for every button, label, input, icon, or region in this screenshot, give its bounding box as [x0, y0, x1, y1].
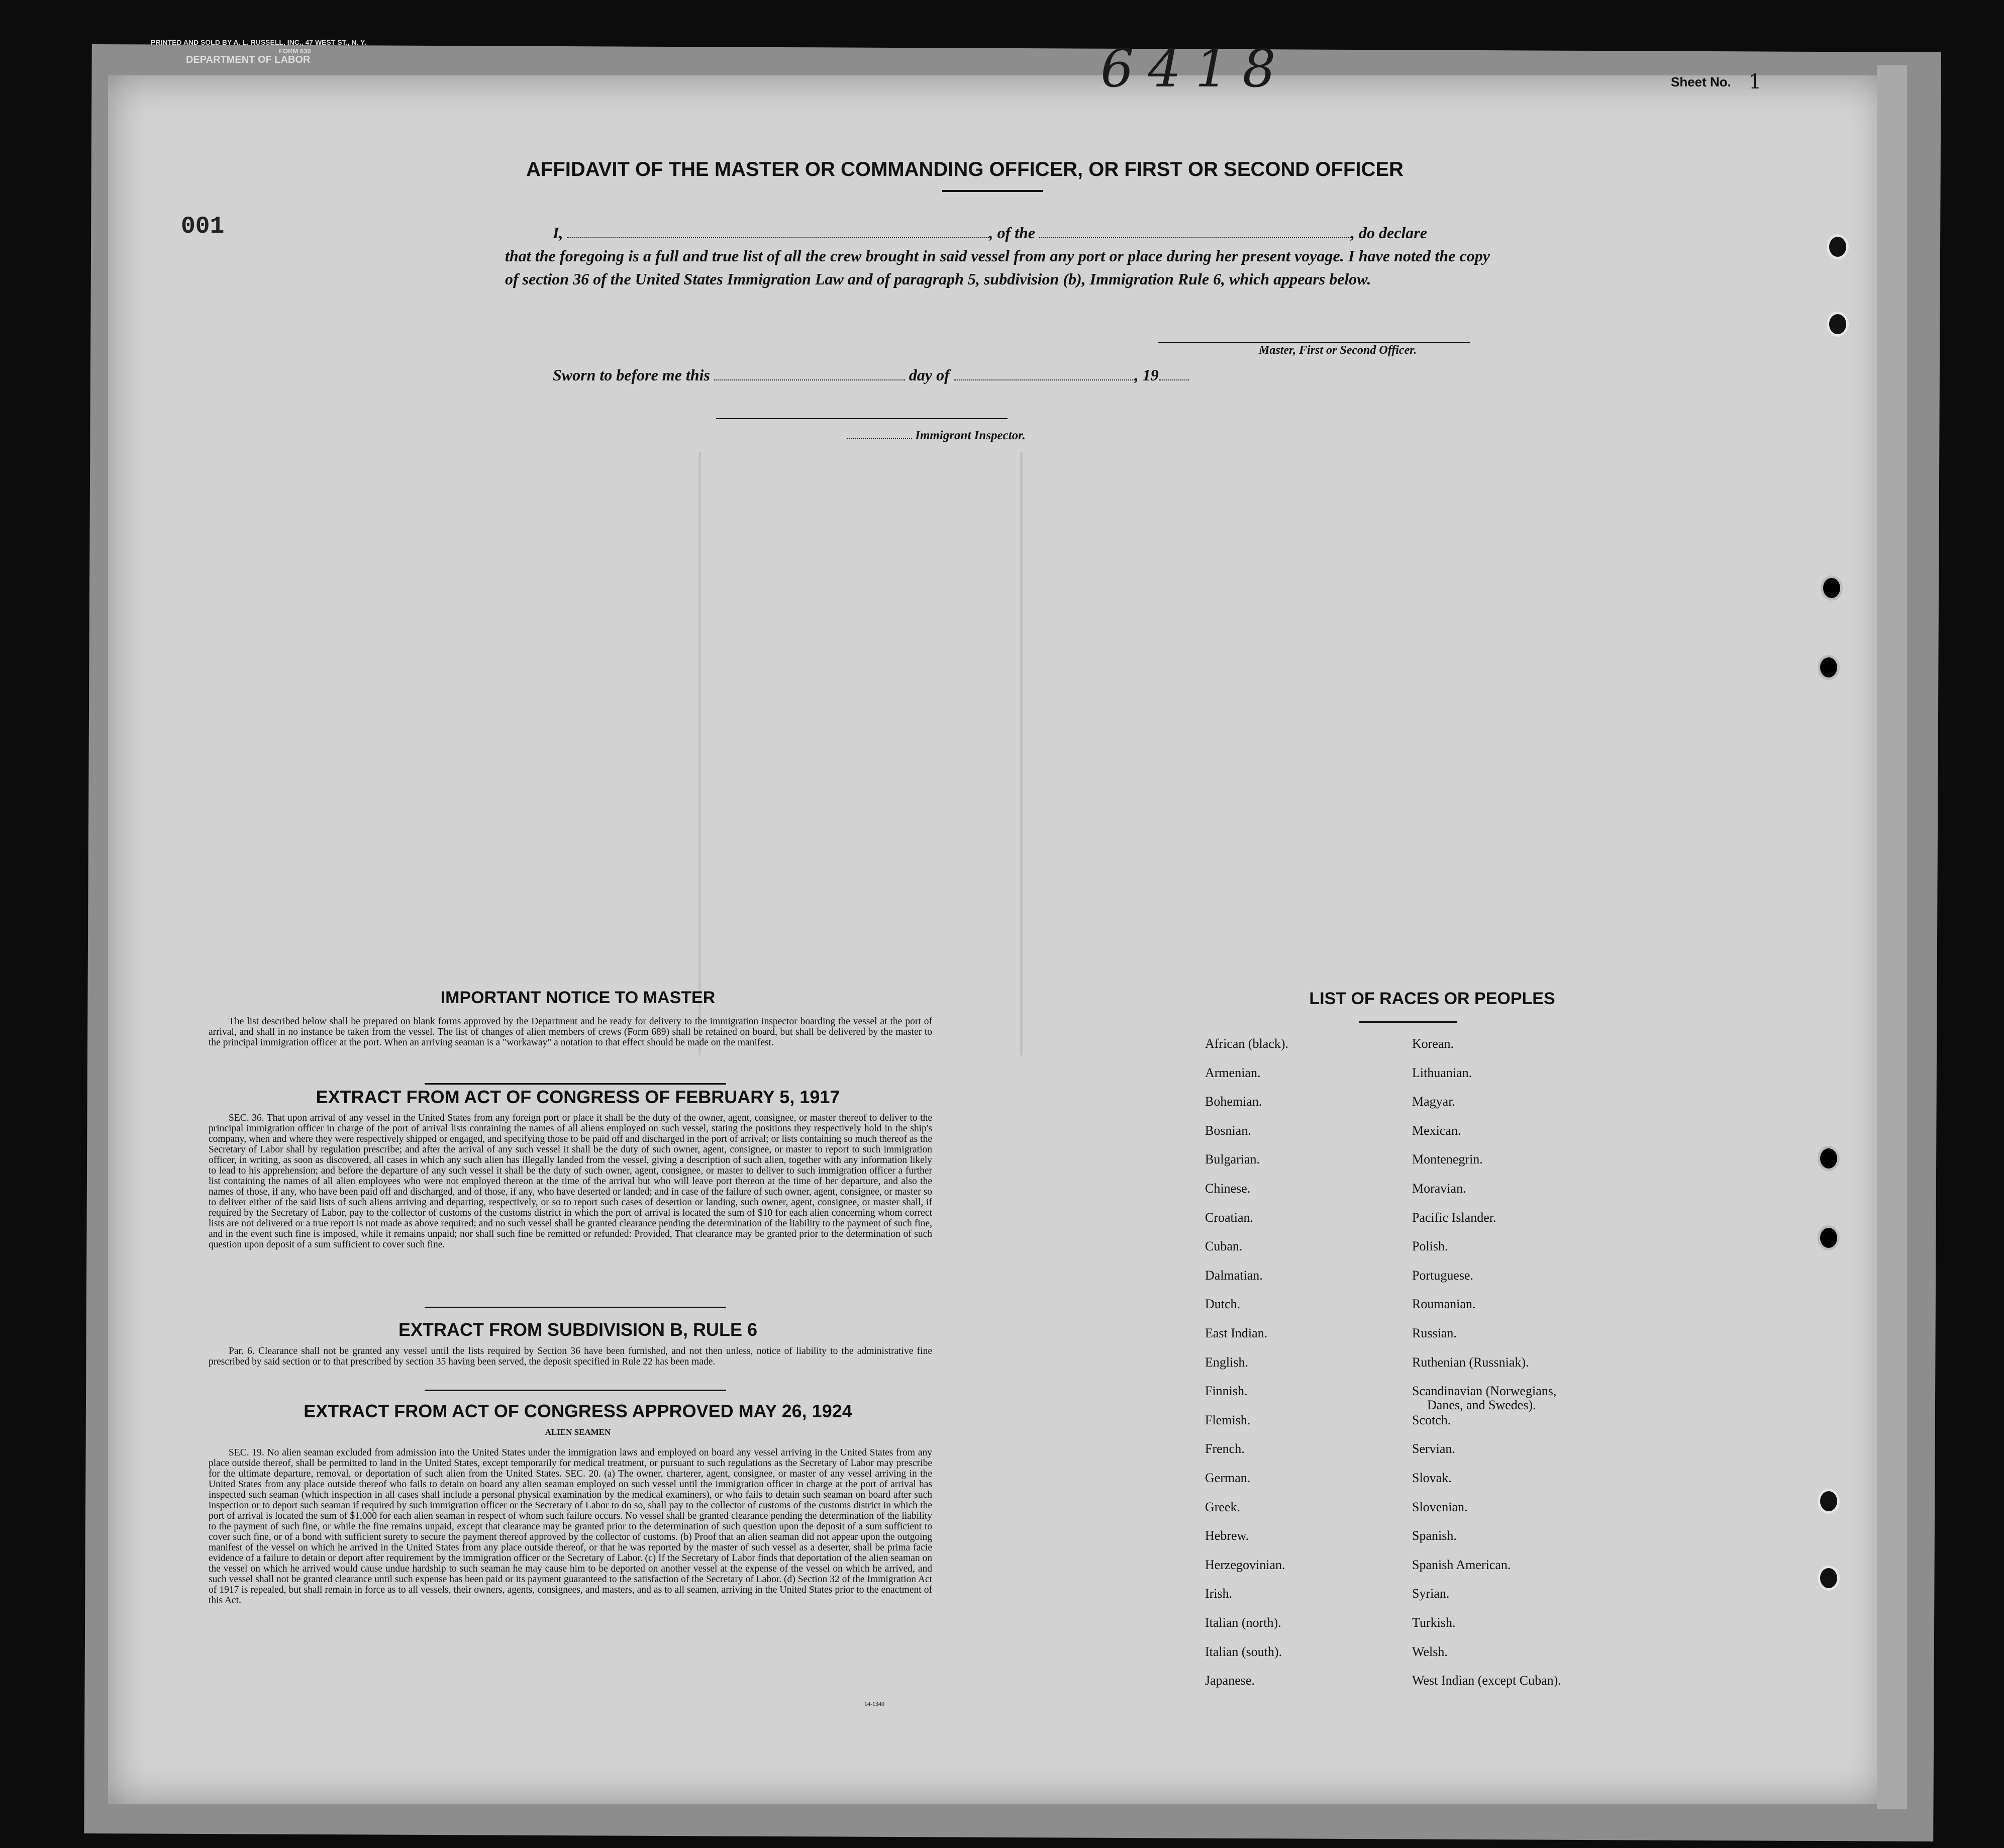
race-item: Cuban. — [1205, 1239, 1243, 1254]
race-item: Flemish. — [1205, 1412, 1251, 1427]
race-item: Korean. — [1412, 1036, 1454, 1051]
extract-1917-title: EXTRACT FROM ACT OF CONGRESS OF FEBRUARY 5, 1917 — [316, 1087, 840, 1107]
race-item: Slovak. — [1412, 1471, 1452, 1485]
race-item: Hebrew. — [1205, 1528, 1249, 1543]
form-number: FORM 630 — [279, 47, 311, 55]
race-item: Pacific Islander. — [1412, 1210, 1496, 1225]
extract-1917-text: SEC. 36. That upon arrival of any vessel in the United States from any foreign port or place it shall be the duty of the owner, agent, consignee, or master thereof to deliver to the principal immigration officer in charge of the port of arrival lists containing the names of all aliens employed on such vessel, stating the positions they respectively hold in the ship's company, when and where they were respectively shipped or engaged, and specifying those to be paid off and discharged in the port of arrival; or lists containing so much thereof as the Secretary of Labor shall by regulation prescribe; and after the arrival of any such vessel it shall be the duty of such owner, agent, consignee, or master to report to such immigration officer, in writing, as soon as discovered, all cases in which any such alien has illegally landed from the vessel, giving a description of such alien, together with any information likely to lead to his apprehension; and before the departure of any such vessel it shall be the duty of such owner, agent, consignee, or master to deliver to such immigration officer a further list containing the names of all alien employees who were not employed thereon at the time of the arrival but who will leave port thereon at the time of her departure, and also the names of those, if any, who have been paid off and discharged, and of those, if any, who have deserted or landed; and in case of the failure of such owner, agent, consignee, or master so to deliver either of the said lists of such aliens arriving and departing, respectively, or so to report such cases of desertion or landing, such owner, agent, consignee, or master shall, if required by the Secretary of Labor, pay to the collector of customs of the customs district in which the port of arrival is located the sum of $10 for each alien concerning whom correct lists are not delivered or a true report is not made as above required; and no such vessel shall be granted clearance pending the determination of the liability to the payment of such fine, and in the event such fine is imposed, while it remains unpaid; nor shall such fine be remitted or refunded: Provided, That clearance may be granted prior to the determination of such question upon deposit of a sum sufficient to cover such fine. — [209, 1113, 932, 1250]
race-item: Croatian. — [1205, 1210, 1254, 1225]
sheet-edge — [1877, 65, 1907, 1809]
race-item: Italian (north). — [1205, 1615, 1281, 1630]
race-item: African (black). — [1205, 1036, 1289, 1051]
binder-hole-icon — [1818, 1146, 1840, 1171]
race-item: Welsh. — [1412, 1644, 1448, 1659]
race-item: Syrian. — [1412, 1586, 1450, 1601]
race-item: Irish. — [1205, 1586, 1233, 1601]
extract-1924-title: EXTRACT FROM ACT OF CONGRESS APPROVED MAY 26, 1924 — [304, 1401, 852, 1421]
handwritten-number: 6418 — [1100, 38, 1290, 99]
notice-title: IMPORTANT NOTICE TO MASTER — [440, 988, 716, 1007]
race-item: Finnish. — [1205, 1384, 1248, 1399]
race-item: West Indian (except Cuban). — [1412, 1673, 1561, 1688]
subdivision-rule — [425, 1307, 726, 1308]
printer-line: PRINTED AND SOLD BY A. L. RUSSELL, INC., 47 WEST ST., N. Y. — [151, 38, 366, 46]
extract-1924-text: SEC. 19. No alien seaman excluded from admission into the United States under the immigration laws and employed on board any vessel arriving in the United States from any place outside thereof, shall be permitted to land in the United States, except temporarily for medical treatment, or pursuant to such regulations as the Secretary of Labor may prescribe for the ultimate departure, removal, or deportation of such alien from the United States. SEC. 20. (a) The owner, charterer, agent, consignee, or master of any vessel arriving in the United States from any place outside thereof who fails to detain on board any alien seaman employed on such vessel until the immigration officer in charge at the port of arrival has inspected such seaman (which inspection in all cases shall include a personal physical examination by the medical examiners), or who fails to detain such seaman on board after such inspection or to deport such seaman if required by such immigration officer or the Secretary of Labor to do so, shall pay to the collector of customs of the customs district in which the port of arrival is located the sum of $1,000 for each alien seaman in respect of whom such failure occurs. No vessel shall be granted clearance pending the determination of the liability to the payment of such fine, or while the fine remains unpaid, except that clearance may be granted prior to the determination of such question upon the deposit of a sum sufficient to cover such fine, or of a bond with sufficient surety to secure the payment thereof approved by the collector of customs. (b) Proof that an alien seaman did not appear upon the outgoing manifest of the vessel on which he arrived in the United States from any place outside thereof, or that he was reported by the master of such vessel as a deserter, shall be prima facie evidence of a failure to detain or deport after requirement by the immigration officer or the Secretary of Labor. (c) If the Secretary of Labor finds that deportation of the alien seaman on the vessel on which he arrived would cause undue hardship to such seaman he may cause him to be deported on another vessel at the expense of the vessel on which he arrived, and such vessel shall not be granted clearance until such expense has been paid or its payment guaranteed to the satisfaction of the Secretary of Labor. (d) Section 32 of the Immigration Act of 1917 is repealed, but shall remain in force as to all vessels, their owners, agents, consignees, and masters, and as to all seamen, arriving in the United States prior to the enactment of this Act. — [209, 1447, 932, 1606]
subdivision-title: EXTRACT FROM SUBDIVISION B, RULE 6 — [398, 1319, 758, 1340]
race-item: Mexican. — [1412, 1123, 1461, 1138]
race-item: Japanese. — [1205, 1673, 1255, 1688]
extract-1924-rule — [425, 1390, 726, 1391]
race-item: German. — [1205, 1471, 1251, 1485]
extract-1917-rule — [425, 1083, 726, 1085]
binder-hole-icon — [1818, 1489, 1840, 1514]
race-item: Dalmatian. — [1205, 1268, 1263, 1283]
of-the-label: , of the — [989, 224, 1035, 242]
affidavit-title-rule — [942, 190, 1043, 192]
inspector-label: Immigrant Inspector. — [915, 429, 1026, 442]
subdivision-text: Par. 6. Clearance shall not be granted any vessel until the lists required by Section 36 have been furnished, and not then unless, notice of liability to the administrative fine prescribed by said section or to that prescribed by section 35 having been served, the deposit specified in Rule 22 has been made. — [209, 1346, 932, 1367]
race-item: Chinese. — [1205, 1181, 1251, 1196]
race-item: Dutch. — [1205, 1297, 1241, 1312]
races-title-rule — [1359, 1021, 1457, 1023]
binder-hole-icon — [1818, 1225, 1840, 1250]
race-item: Bulgarian. — [1205, 1152, 1260, 1167]
i-label: I, — [553, 224, 563, 242]
declare-label: , do declare — [1351, 224, 1427, 242]
name-field[interactable] — [567, 222, 989, 238]
race-item: Bosnian. — [1205, 1123, 1251, 1138]
race-item: Moravian. — [1412, 1181, 1466, 1196]
inspector-label-line — [847, 427, 1026, 444]
vessel-field[interactable] — [1039, 222, 1351, 238]
day-of-label: day of — [909, 366, 950, 384]
sworn-line — [553, 363, 1189, 386]
sworn-year-field[interactable] — [1159, 364, 1189, 380]
race-item: Russian. — [1412, 1326, 1457, 1340]
form-code: 14-1340 — [864, 1700, 884, 1707]
department-label: DEPARTMENT OF LABOR — [186, 54, 311, 65]
binder-hole-icon — [1821, 575, 1843, 601]
race-item: Servian. — [1412, 1441, 1455, 1456]
master-signature-label: Master, First or Second Officer. — [1259, 344, 1417, 357]
year-label: , 19 — [1134, 366, 1159, 384]
race-item: Portuguese. — [1412, 1268, 1474, 1283]
races-title: LIST OF RACES OR PEOPLES — [1309, 989, 1555, 1008]
extract-1924-subtitle: ALIEN SEAMEN — [545, 1427, 611, 1437]
inspector-signature-line — [716, 418, 1008, 419]
race-item: Montenegrin. — [1412, 1152, 1483, 1167]
binder-hole-icon — [1818, 1566, 1840, 1591]
race-item: Polish. — [1412, 1239, 1448, 1254]
race-item: Herzegovinian. — [1205, 1557, 1285, 1572]
race-item: French. — [1205, 1441, 1245, 1456]
sheet-number: 1 — [1749, 70, 1762, 93]
affidavit-body: that the foregoing is a full and true list of all the crew brought in said vessel from any port or place during her present voyage. I have noted the copy of section 36 of the United States Immigration Law and of paragraph 5, subdivision (b), Immigration Rule 6, which appears below. — [505, 247, 1490, 288]
race-item: Roumanian. — [1412, 1297, 1476, 1312]
race-item: Turkish. — [1412, 1615, 1456, 1630]
race-item: Spanish. — [1412, 1528, 1457, 1543]
sworn-label: Sworn to before me this — [553, 366, 710, 384]
race-item: Armenian. — [1205, 1065, 1261, 1080]
race-item: English. — [1205, 1354, 1248, 1370]
affidavit-title: AFFIDAVIT OF THE MASTER OR COMMANDING OFFICER, OR FIRST OR SECOND OFFICER — [526, 158, 1404, 180]
race-item: Magyar. — [1412, 1094, 1455, 1109]
notice-text: The list described below shall be prepared on blank forms approved by the Department and be ready for delivery to the immigration inspector boarding the vessel at the port of arrival, and shall in no instance be taken from the vessel. The list of changes of alien members of crews (Form 689) shall be retained on board, but shall be delivered by the master to the principal immigration officer at the port. When an arriving seaman is a "workaway" a notation to that effect should be made on the manifest. — [209, 1016, 932, 1048]
race-item: Lithuanian. — [1412, 1065, 1472, 1080]
binder-hole-icon — [1818, 655, 1840, 680]
race-item: Ruthenian (Russniak). — [1412, 1354, 1529, 1370]
sworn-day-field[interactable] — [714, 364, 905, 380]
bleed-through-column-right — [1020, 452, 1023, 1055]
race-item: Spanish American. — [1412, 1557, 1511, 1572]
race-item: Scotch. — [1412, 1412, 1451, 1427]
race-item: Danes, and Swedes). — [1427, 1398, 1536, 1413]
race-item: Greek. — [1205, 1499, 1241, 1514]
inspector-dots — [847, 428, 912, 439]
sworn-month-field[interactable] — [954, 364, 1135, 380]
bleed-through-column-left — [698, 452, 701, 1055]
race-item: Scandinavian (Norwegians, — [1412, 1384, 1557, 1399]
race-item: Bohemian. — [1205, 1094, 1262, 1109]
binder-hole-icon — [1827, 312, 1849, 337]
sheet-label: Sheet No. — [1671, 74, 1731, 89]
race-item: Italian (south). — [1205, 1644, 1282, 1659]
race-item: East Indian. — [1205, 1326, 1268, 1340]
margin-mark: 001 — [181, 213, 225, 240]
affidavit-line-1 — [553, 221, 1487, 244]
binder-hole-icon — [1827, 234, 1849, 259]
race-item: Slovenian. — [1412, 1499, 1468, 1514]
